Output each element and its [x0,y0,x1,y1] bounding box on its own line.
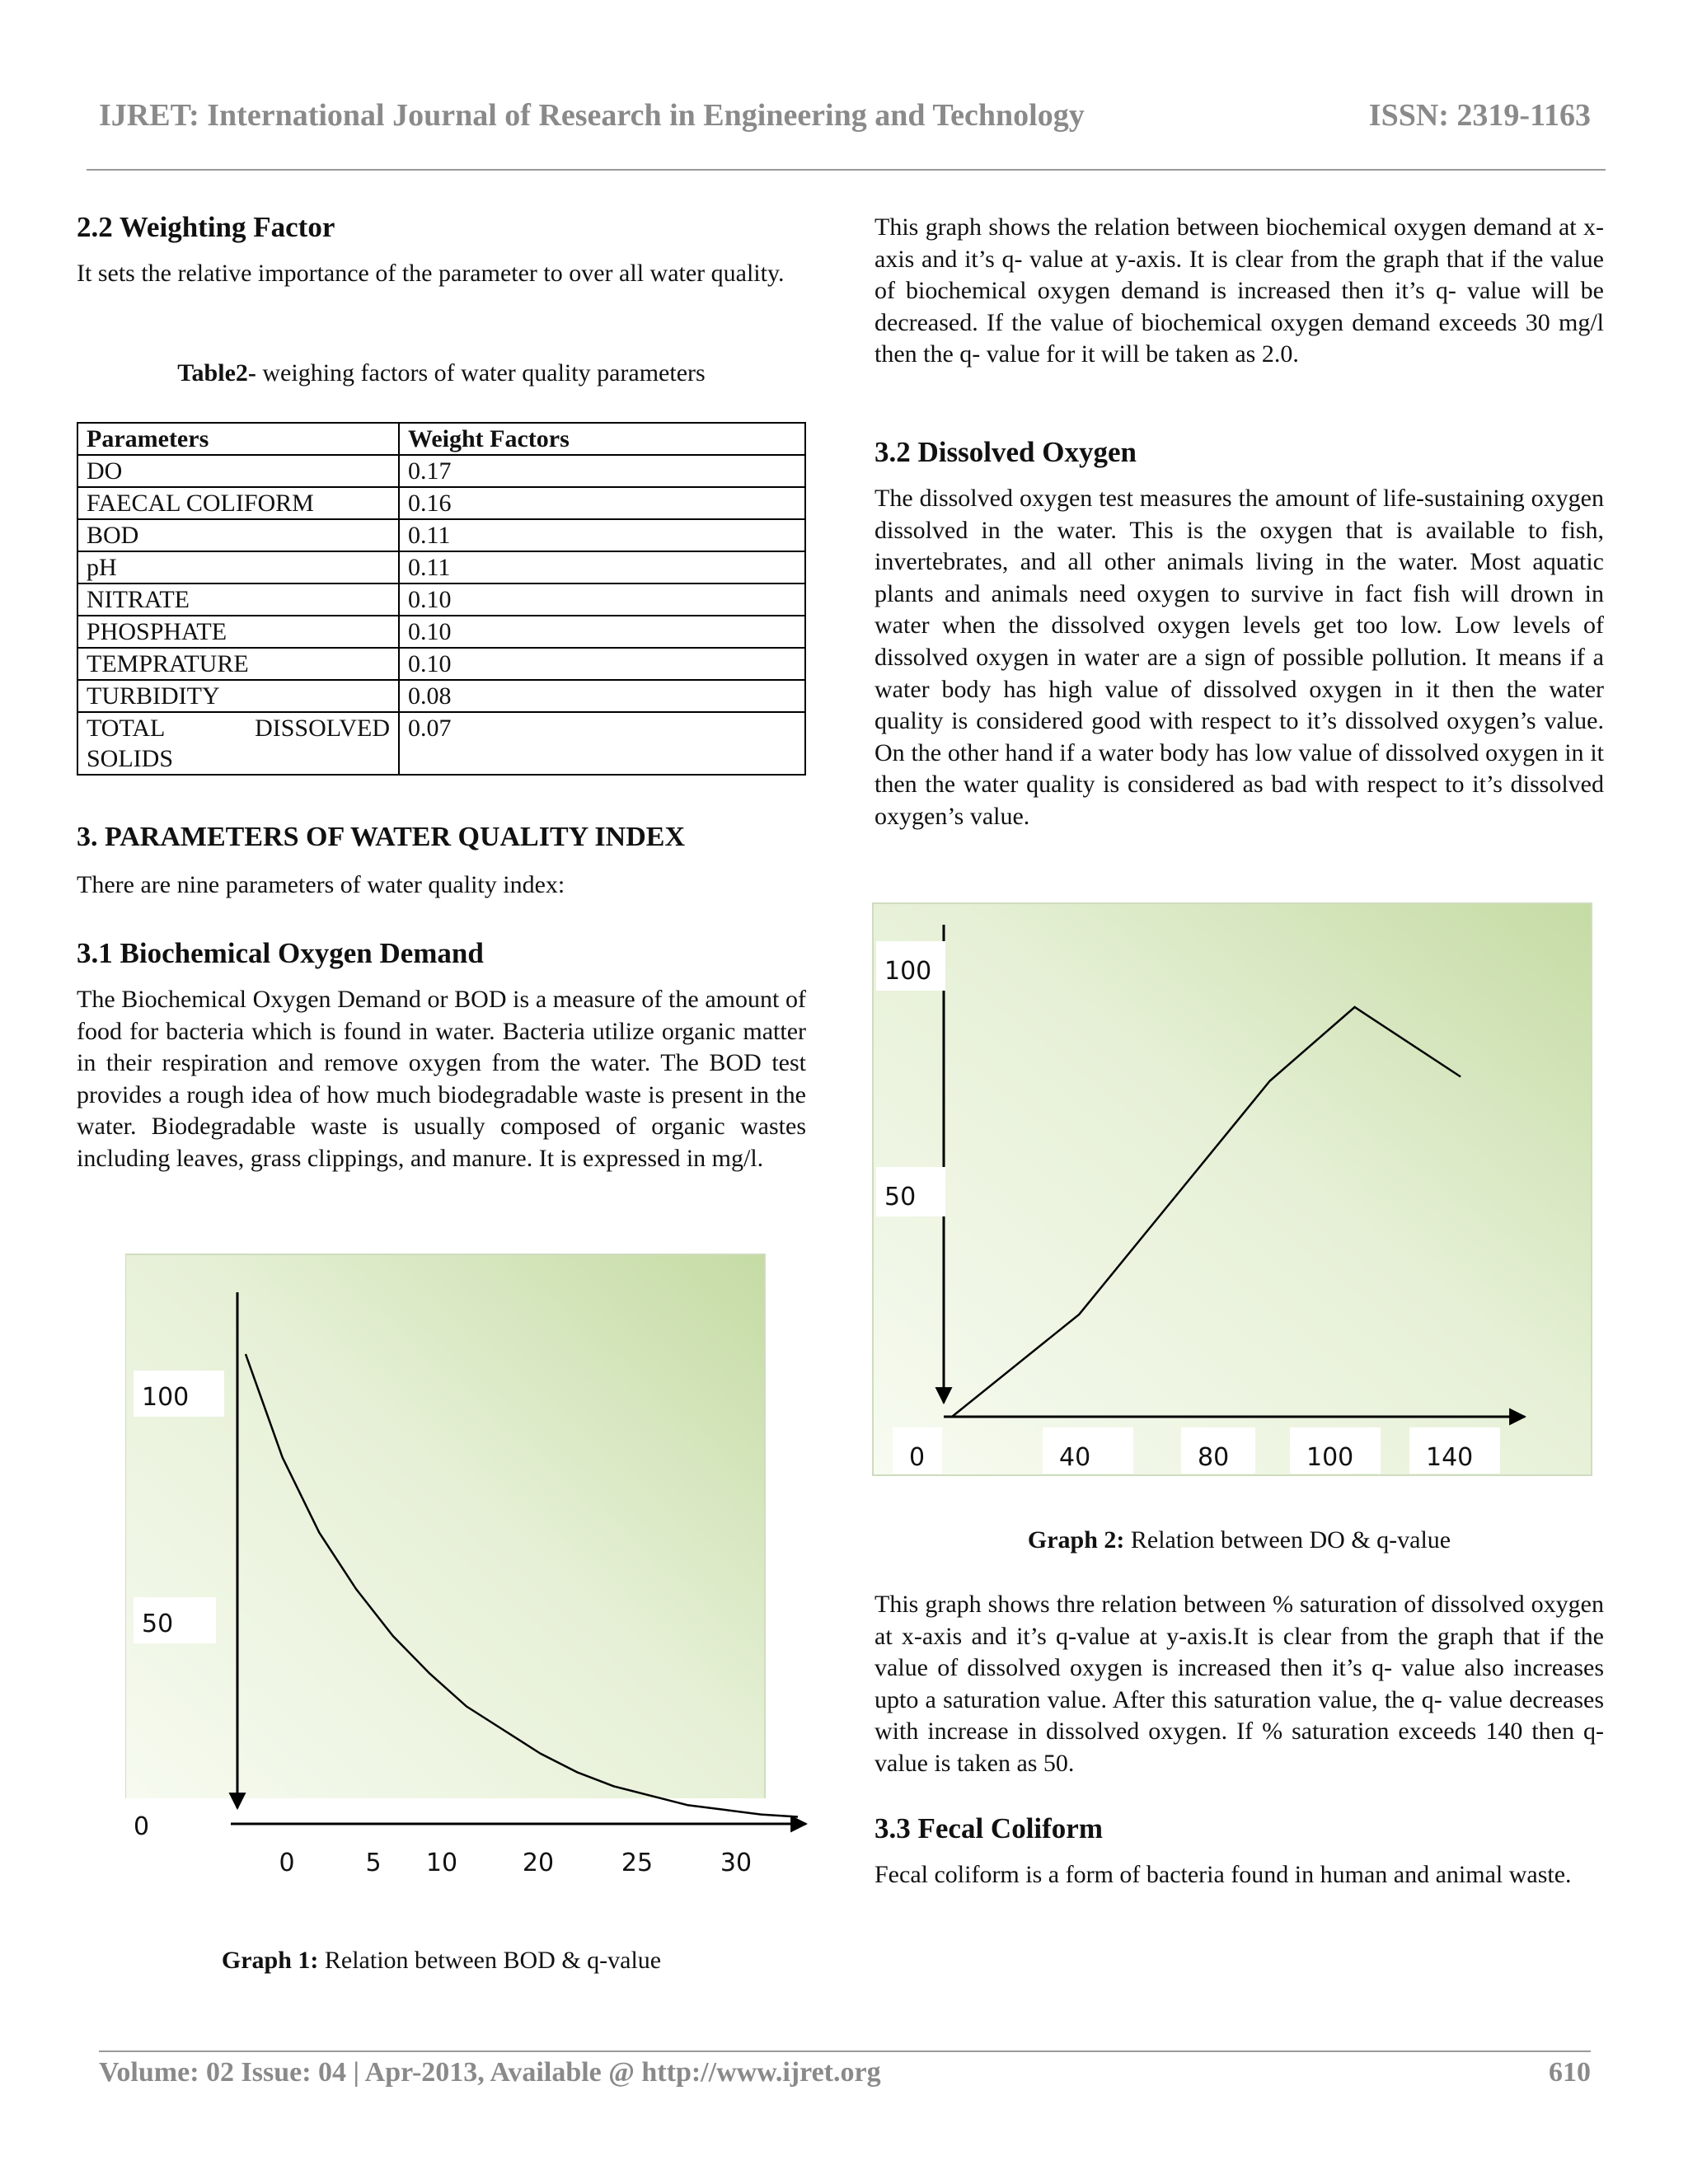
footer-divider [99,2050,1591,2052]
table-cell: DO [77,455,399,487]
y-tick-label: 50 [142,1610,174,1638]
do-q-value-chart [870,900,1595,1485]
table-cell: 0.10 [399,583,805,616]
section-heading: 3. PARAMETERS OF WATER QUALITY INDEX [77,822,686,852]
paragraph: It sets the relative importance of the parameter to over all water quality. [77,260,785,287]
y-tick-label: 50 [884,1183,917,1212]
section-2-2 [77,210,806,290]
page-footer [99,2057,1591,2088]
graph-caption-text: Relation between BOD & q-value [318,1947,662,1974]
table-cell: TOTAL DISSOLVED SOLIDS [77,712,399,775]
table-cell: 0.08 [399,680,805,712]
paragraph: There are nine parameters of water quality index: [77,871,565,898]
page-number: 610 [1549,2057,1591,2088]
x-tick-label: 0 [909,1443,926,1472]
table-header-cell: Parameters [77,423,399,455]
table-cell: 0.17 [399,455,805,487]
graph-2-caption [874,1526,1604,1554]
table-cell: NITRATE [77,583,399,616]
table-cell: FAECAL COLIFORM [77,487,399,519]
table-row [77,616,805,648]
bod-q-value-chart [122,1251,814,1886]
table-cell: 0.11 [399,519,805,551]
volume-info: Volume: 02 Issue: 04 | Apr-2013, Available @ http://www.ijret.org [99,2057,881,2088]
table-cell: 0.07 [399,712,805,775]
y-tick-label: 0 [134,1812,150,1841]
table-cell: 0.16 [399,487,805,519]
y-tick-label: 100 [142,1383,190,1412]
table-cell: BOD [77,519,399,551]
issn: ISSN: 2319-1163 [1368,98,1591,133]
graph-1-caption [77,1947,806,1975]
section-3-1 [77,936,806,1175]
section-heading: 3.1 Biochemical Oxygen Demand [77,937,484,969]
table-cell: TURBIDITY [77,680,399,712]
section-3-3 [874,1811,1604,1891]
table-cell: 0.11 [399,551,805,583]
graph-2-description [874,1589,1604,1780]
section-heading: 3.2 Dissolved Oxygen [874,436,1137,468]
paragraph: This graph shows the relation between biochemical oxygen demand at x-axis and it’s q- value at y-axis. It is clear from the graph that if the value of biochemical oxygen demand is increased then it’s q- value will be decreased. If the value of biochemical oxygen demand exceeds 30 mg/l then the q- value for it will be taken as 2.0. [874,213,1604,368]
table-caption-text: weighing factors of water quality parameters [256,359,706,387]
section-heading: 3.3 Fecal Coliform [874,1812,1103,1844]
table-cell: 0.10 [399,648,805,680]
graph-caption-text: Relation between DO & q-value [1124,1526,1451,1554]
section-heading: 2.2 Weighting Factor [77,211,335,243]
y-tick-label: 100 [884,957,932,986]
table-row [77,551,805,583]
section-3-2 [874,435,1604,833]
table-cell: PHOSPHATE [77,616,399,648]
y-tick-label-box [125,1800,175,1846]
table-cell: 0.10 [399,616,805,648]
page-header [99,97,1591,134]
x-tick-label: 25 [621,1849,654,1877]
x-tick-label: 0 [279,1849,295,1877]
x-tick-label: 140 [1426,1443,1474,1472]
table-row [77,583,805,616]
table-row [77,680,805,712]
table-header-row [77,423,805,455]
table-cell: TEMPRATURE [77,648,399,680]
weight-factors-table [77,422,806,776]
graph-1-description [874,212,1604,371]
x-tick-label: 30 [720,1849,753,1877]
journal-title: IJRET: International Journal of Research in Engineering and Technology [99,98,1085,133]
x-tick-label: 80 [1198,1443,1230,1472]
table-caption-label: Table2- [177,359,256,387]
table-row [77,648,805,680]
x-tick-label: 40 [1059,1443,1091,1472]
table-caption [77,359,806,387]
paragraph: The dissolved oxygen test measures the amount of life-sustaining oxygen dissolved in the water. This is the oxygen that is available to fish, invertebrates, and all other animals living in the water. Most aquatic plants and animals need oxygen to survive in fact fish will drown in water when the dissolved oxygen levels get too low. Low levels of dissolved oxygen in water are a sign of possible pollution. It means if a water body has high value of dissolved oxygen in it then the water quality is considered good with respect to it’s dissolved oxygen’s value. On the other hand if a water body has low value of dissolved oxygen in it then the water quality is considered as bad with respect to it’s dissolved oxygen’s value. [874,485,1604,830]
paragraph: This graph shows thre relation between % saturation of dissolved oxygen at x-axis and it’s q-value at y-axis.It is clear from the graph that if the value of dissolved oxygen is increased then it’s q- value also increases upto a saturation value. After this saturation value, the q- value decreases with increase in dissolved oxygen. If % saturation exceeds 140 then q-value is taken as 50. [874,1591,1604,1777]
x-tick-label: 100 [1306,1443,1354,1472]
graph-caption-label: Graph 2: [1027,1526,1125,1554]
graph-caption-label: Graph 1: [221,1947,319,1974]
paragraph: Fecal coliform is a form of bacteria found in human and animal waste. [874,1861,1572,1888]
table-header-cell: Weight Factors [399,423,805,455]
chart-background [125,1254,765,1823]
section-3 [77,820,806,902]
header-divider [87,169,1606,171]
x-tick-label: 20 [522,1849,555,1877]
table-row [77,712,805,775]
chart-background [873,903,1592,1475]
table-cell: pH [77,551,399,583]
table-row [77,455,805,487]
chart-left-edge [122,1251,125,1886]
x-tick-label: 5 [365,1849,382,1877]
x-tick-label: 10 [425,1849,458,1877]
table-row [77,519,805,551]
axis-label-strip [122,1798,810,1886]
paragraph: The Biochemical Oxygen Demand or BOD is a measure of the amount of food for bacteria which is found in water. Bacteria utilize organic matter in their respiration and remove oxygen from the water. The BOD test provides a rough idea of how much biodegradable waste is present in the water. Biodegradable waste is usually composed of organic wastes including leaves, grass clippings, and manure. It is expressed in mg/l. [77,986,806,1172]
table-row [77,487,805,519]
